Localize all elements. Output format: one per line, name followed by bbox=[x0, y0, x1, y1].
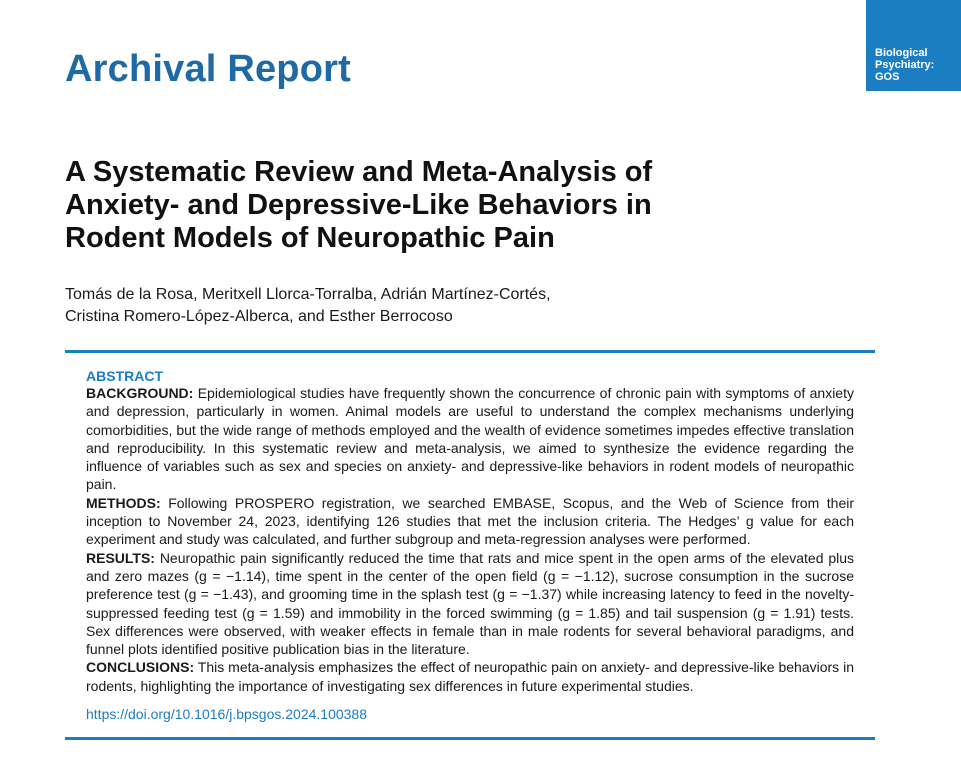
journal-name-line1: Biological bbox=[875, 47, 928, 59]
abstract-heading: ABSTRACT bbox=[86, 368, 163, 384]
divider-bottom bbox=[65, 737, 875, 740]
title-line: Anxiety- and Depressive-Like Behaviors in bbox=[65, 189, 652, 221]
results-text: Neuropathic pain significantly reduced the time that rats and mice spent in the open arms of the elevated plus and zero mazes (g = −1.14), time spent in the center of the open field (g = −1.12), sucrose consumption in the sucrose preference test (g = −1.43), and grooming time in the splash test (g = −1.37) while increasing latency to feed in the novelty-suppressed feeding test (g = 1.59) and immobility in the forced swimming (g = 1.85) and tail suspension (g = 1.91) tests. Sex differences were observed, with weaker effects in female than in male rodents for several behavioral paradigms, and funnel plots identified positive publication bias in the literature. bbox=[86, 549, 854, 658]
doi-link[interactable]: https://doi.org/10.1016/j.bpsgos.2024.100388 bbox=[86, 706, 367, 722]
methods-label: METHODS: bbox=[86, 494, 161, 511]
abstract-background bbox=[86, 384, 854, 494]
journal-name-line2: Psychiatry: bbox=[875, 59, 935, 71]
conclusions-label: CONCLUSIONS: bbox=[86, 659, 195, 676]
abstract-section bbox=[86, 368, 854, 695]
article-type-heading: Archival Report bbox=[65, 48, 351, 90]
background-label: BACKGROUND: bbox=[86, 385, 194, 401]
results-label: RESULTS: bbox=[86, 549, 155, 566]
journal-badge bbox=[866, 0, 961, 91]
journal-name-line3: GOS bbox=[875, 71, 900, 83]
background-text: Epidemiological studies have frequently shown the concurrence of chronic pain with symptoms of anxiety and depression, particularly in women. Animal models are useful to understand the complex mechanisms underlying comorbidities, but the wide range of methods employed and the wealth of evidence sometimes impedes effective translation and reproducibility. In this systematic review and meta-analysis, we aimed to synthesize the evidence regarding the influence of variables such as sex and species on anxiety- and depressive-like behaviors in rodent models of neuropathic pain. bbox=[86, 385, 854, 493]
divider-top bbox=[65, 350, 875, 353]
abstract-results bbox=[86, 549, 854, 659]
methods-text: Following PROSPERO registration, we searched EMBASE, Scopus, and the Web of Science from their inception to November 24, 2023, identifying 126 studies that met the inclusion criteria. The Hedges’ g value for each experiment and study was calculated, and further subgroup and meta-regression analyses were performed. bbox=[86, 494, 855, 548]
author-list bbox=[65, 284, 845, 328]
title-line: A Systematic Review and Meta-Analysis of bbox=[65, 156, 653, 188]
title-line: Rodent Models of Neuropathic Pain bbox=[65, 222, 555, 254]
abstract-conclusions bbox=[86, 658, 854, 695]
abstract-methods bbox=[86, 494, 854, 549]
author-line: Cristina Romero-López-Alberca, and Esther Berrocoso bbox=[65, 308, 453, 325]
author-line: Tomás de la Rosa, Meritxell Llorca-Torralba, Adrián Martínez-Cortés, bbox=[65, 286, 551, 303]
conclusions-text: This meta-analysis emphasizes the effect of neuropathic pain on anxiety- and depressive-like behaviors in rodents, highlighting the importance of investigating sex differences in future experimental studies. bbox=[86, 659, 854, 694]
article-title bbox=[65, 156, 845, 255]
